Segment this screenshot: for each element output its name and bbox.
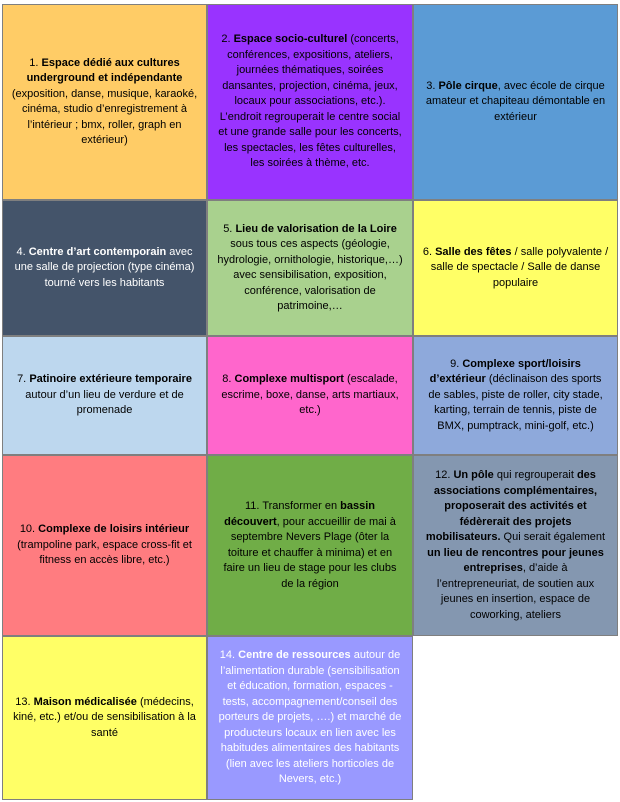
cell-number: 10.	[19, 523, 36, 536]
cell-number: 11.	[244, 500, 260, 512]
cell-number: 4.	[16, 245, 26, 258]
cell-title: Complexe de loisirs intérieur	[38, 523, 190, 536]
cell-description: (exposition, danse, musique, karaoké, cinéma, studio d’enregistrement à l’intérieur ; bmx, roller, graph en extérieur)	[11, 87, 198, 146]
cell-number: 5.	[223, 222, 233, 235]
cell-title: Centre d’art contemporain	[28, 245, 167, 258]
cell-3-circus-hub	[413, 4, 618, 200]
cell-number: 9.	[450, 357, 460, 370]
cell-description: , d’aide à l’entrepreneuriat, de soutien aux jeunes en insertion, espace de coworking, ateliers	[436, 562, 595, 621]
cell-number: 8.	[222, 373, 232, 386]
cell-description: (médecins, kiné, etc.) et/ou de sensibilisation à la santé	[13, 695, 196, 739]
cell-2-socio-cultural-space	[207, 4, 413, 200]
cell-title: Complexe sport/loisirs d’extérieur	[429, 357, 581, 386]
cell-description: avec une salle de projection (type cinéma) tourné vers les habitants	[14, 245, 195, 289]
cell-description: sous tous ces aspects (géologie, hydrologie, ornithologie, historique,…) avec sensibilisation, exposition, conférence, valorisation de patrimoine,…	[217, 238, 403, 312]
cell-description: autour de l’alimentation durable (sensibilisation et éducation, formation, espaces - tests, accompagnement/conseil des porteurs de projets, ….) et marché de producteurs locaux en lien avec les habitudes alimentaires des habitants (lien avec les ateliers horticoles de Nevers, etc.)	[218, 649, 402, 786]
cell-description: / salle polyvalente / salle de spectacle / Salle de danse populaire	[430, 245, 609, 289]
cell-description: (escalade, escrime, boxe, danse, arts martiaux, etc.)	[221, 373, 399, 417]
cell-10-indoor-leisure-complex	[2, 455, 207, 636]
cell-number: 2.	[221, 33, 231, 46]
cell-number: 3.	[426, 79, 436, 92]
cell-9-outdoor-sports-complex	[413, 336, 618, 455]
cell-6-party-hall	[413, 200, 618, 336]
cell-description: , avec école de cirque amateur et chapiteau démontable en extérieur	[425, 79, 606, 123]
cell-number: 1.	[29, 56, 39, 69]
cell-title: Centre de ressources	[238, 649, 351, 662]
cell-title: Patinoire extérieure temporaire	[29, 373, 192, 386]
cell-8-multisport-complex	[207, 336, 413, 455]
cell-title: Maison médicalisée	[33, 695, 137, 708]
cell-13-medical-house	[2, 636, 207, 800]
cell-highlight: des associations complémentaires, proposerait des activités et fédèrerait des projets mobilisateurs.	[425, 469, 598, 543]
cell-highlight: un lieu de rencontres pour jeunes entreprises	[427, 546, 604, 574]
cell-description: autour d’un lieu de verdure et de promenade	[25, 388, 184, 417]
cell-number: 13.	[15, 695, 31, 708]
cell-text: Qui serait également	[500, 531, 606, 543]
cell-title: bassin découvert	[224, 500, 376, 528]
cell-number: 7.	[17, 373, 27, 386]
cell-1-underground-space	[2, 4, 207, 200]
cell-title: Lieu de valorisation de la Loire	[235, 222, 397, 235]
cell-title: Pôle cirque	[438, 79, 498, 92]
cell-description: (déclinaison des sports de sables, piste de roller, city stade, karting, terrain de tennis, piste de BMX, pumptrack, mini-golf, etc.)	[428, 373, 603, 432]
cell-description: , pour accueillir de mai à septembre Nevers Plage (ôter la toiture et chauffer à minima) et en faire un lieu de stage pour les clubs de la région	[223, 515, 397, 590]
cell-description: (trampoline park, espace cross-fit et fitness en accès libre, etc.)	[17, 538, 192, 567]
cell-7-outdoor-ice-rink	[2, 336, 207, 455]
cell-description: (concerts, conférences, expositions, ateliers, journées thématiques, soirées dansantes, projection, cinéma, jeux, locaux pour associations, etc.). L’endroit regrouperait le centre social et une grande salle pour les concerts, les spectacles, les fêtes culturelles, les soirées à thème, etc.	[218, 33, 402, 170]
cell-title: Espace socio-culturel	[233, 33, 348, 46]
cell-title: Salle des fêtes	[435, 245, 512, 258]
cell-title: Un pôle	[453, 469, 494, 481]
cell-number: 12.	[435, 469, 451, 481]
cell-5-loire-valorisation	[207, 200, 413, 336]
cell-title: Complexe multisport	[234, 373, 344, 386]
cell-number: 6.	[422, 245, 433, 258]
cell-intro: Transformer en	[262, 500, 341, 512]
cell-4-contemporary-art-center	[2, 200, 207, 336]
cell-14-resource-center	[207, 636, 413, 800]
cell-title: Espace dédié aux cultures underground et indépendante	[26, 56, 183, 84]
cell-12-associations-hub	[413, 455, 618, 636]
cell-number: 14.	[219, 649, 236, 662]
cell-11-outdoor-pool	[207, 455, 413, 636]
cell-text: qui regrouperait	[493, 469, 577, 481]
